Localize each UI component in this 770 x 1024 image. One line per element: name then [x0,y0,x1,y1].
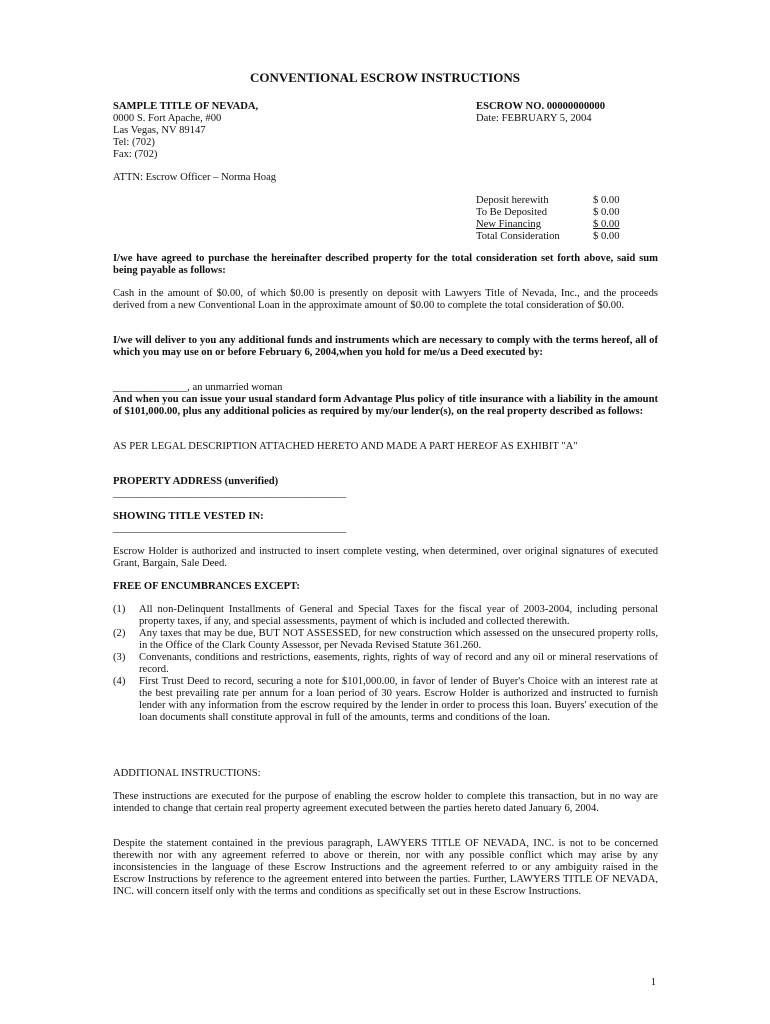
figure-row [476,207,649,219]
list-item-number: (4) [113,676,126,687]
additional-instructions-heading: ADDITIONAL INSTRUCTIONS: [113,768,261,779]
list-item-number: (3) [113,652,126,663]
figure-row [476,231,649,243]
list-item-number: (2) [113,628,126,639]
purchase-statement: I/we have agreed to purchase the hereinafter described property for the total consideration set forth above, said sum being payable as follows: [113,253,658,276]
vesting-paragraph: Escrow Holder is authorized and instructed to insert complete vesting, when determined, over original signatures of executed Grant, Bargain, Sale Deed. [113,546,658,569]
figure-value: $ 0.00 [593,219,620,230]
consideration-figures [476,195,649,243]
list-item [113,676,658,724]
list-item-text: Convenants, conditions and restrictions, easements, rights, rights of way of record and any oil or mineral reservations of record. [139,652,658,675]
list-item-number: (1) [113,604,126,615]
title-insurance-paragraph: And when you can issue your usual standard form Advantage Plus policy of title insurance with a liability in the amount of $101,000.00, plus any additional policies as required by my/our lender(s), on the real property described as follows: [113,394,658,417]
list-item-text: All non-Delinquent Installments of General and Special Taxes for the fiscal year of 2003-2004, including personal property taxes, if any, and special assessments, payment of which is included and collected therewith. [139,604,658,627]
cash-paragraph: Cash in the amount of $0.00, of which $0.00 is presently on deposit with Lawyers Title of Nevada, Inc., and the proceeds derived from a new Conventional Loan in the approximate amount of $0.00 to complete the total consideration of $0.00. [113,288,658,311]
list-item [113,604,658,628]
document-title: CONVENTIONAL ESCROW INSTRUCTIONS [250,70,520,85]
property-address-line: ____________________________________________ [113,488,347,499]
figure-value: $ 0.00 [593,195,620,206]
deliver-paragraph: I/we will deliver to you any additional funds and instruments which are necessary to comply with the terms hereof, all of which you may use on or before February 6, 2004,when you hold for me/us a Deed executed by: [113,335,658,358]
company-address-line2: Las Vegas, NV 89147 [113,125,206,136]
list-item [113,628,658,652]
property-address-heading: PROPERTY ADDRESS (unverified) [113,476,279,487]
figure-label: Total Consideration [476,231,560,242]
figure-value: $ 0.00 [593,231,620,242]
figure-label: New Financing [476,219,542,230]
company-address-line1: 0000 S. Fort Apache, #00 [113,113,222,124]
company-fax: Fax: (702) [113,149,158,160]
figure-row [476,219,649,231]
vesting-heading: SHOWING TITLE VESTED IN: [113,511,264,522]
list-item [113,652,658,676]
escrow-number: ESCROW NO. 00000000000 [476,101,606,112]
figure-value: $ 0.00 [593,207,620,218]
company-tel: Tel: (702) [113,137,155,148]
encumbrances-list [113,604,658,724]
company-block [113,101,258,161]
grantor-line: ______________, an unmarried woman [113,382,283,393]
page-number: 1 [650,977,656,988]
list-item-text: First Trust Deed to record, securing a note for $101,000.00, in favor of lender of Buyer's Choice with an interest rate at the best prevailing rate per annum for a loan period of 30 years. Escrow Holder is authorized and instructed to furnish lender with any information from the escrow required by the lender in order to process this loan. Buyers' execution of the loan documents shall constitute approval in full of the amounts, terms and conditions of the loan. [139,676,658,723]
vesting-line: ____________________________________________ [113,523,347,534]
escrow-date: Date: FEBRUARY 5, 2004 [476,113,592,124]
figure-label: Deposit herewith [476,195,549,206]
figure-row [476,195,649,207]
figure-label: To Be Deposited [476,207,548,218]
list-item-text: Any taxes that may be due, BUT NOT ASSESSED, for new construction which assessed on the unsecured property rolls, in the Office of the Clark County Assessor, per Nevada Revised Statute 361.260. [139,628,658,651]
encumbrances-heading: FREE OF ENCUMBRANCES EXCEPT: [113,581,300,592]
escrow-block [476,101,605,125]
company-name: SAMPLE TITLE OF NEVADA, [113,101,259,112]
purpose-paragraph: These instructions are executed for the purpose of enabling the escrow holder to complete this transaction, but in no way are intended to change that certain real property agreement executed between the parties hereto dated January 6, 2004. [113,791,658,814]
legal-description: AS PER LEGAL DESCRIPTION ATTACHED HERETO AND MADE A PART HEREOF AS EXHIBIT "A" [113,441,578,452]
attention-line: ATTN: Escrow Officer – Norma Hoag [113,172,277,183]
despite-paragraph: Despite the statement contained in the previous paragraph, LAWYERS TITLE OF NEVADA, INC. is not to be concerned therewith nor with any agreement referred to above or therein, nor with any possible conflict which may arise by any inconsistencies in the language of these Escrow Instructions and the agreement referred to or any ambiguity raised in the Escrow Instructions by reference to the agreement entered into between the parties. Further, LAWYERS TITLE OF NEVADA, INC. will concern itself only with the terms and conditions as specifically set out in these Escrow Instructions. [113,838,658,897]
